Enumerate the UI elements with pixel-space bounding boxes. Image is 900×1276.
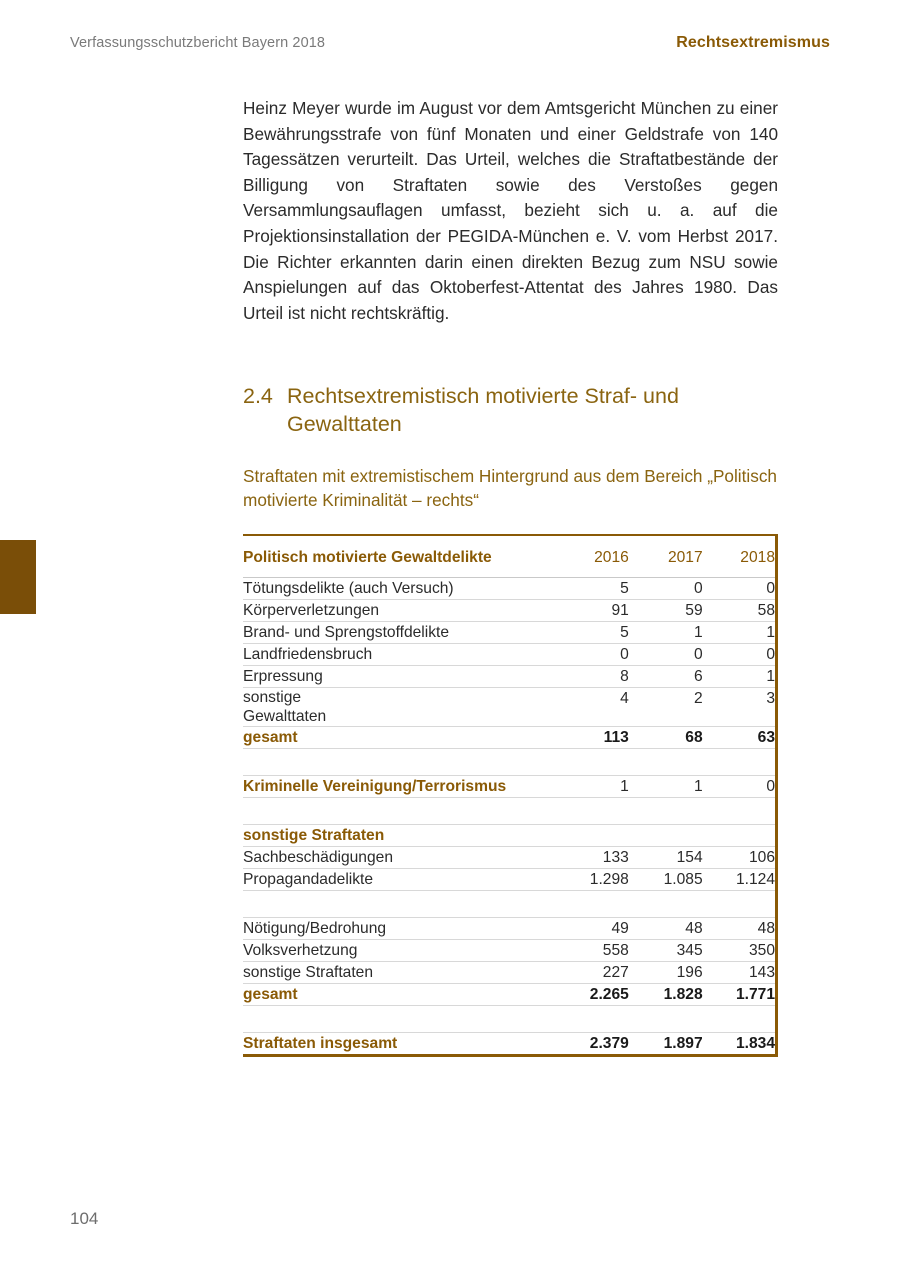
cell-value: 48 (629, 918, 703, 940)
header-section-title: Rechtsextremismus (676, 34, 830, 51)
cell-value: 113 (555, 727, 629, 749)
row-label: Landfriedensbruch (243, 644, 555, 666)
row-label: Straftaten insgesamt (243, 1033, 555, 1056)
table-total-row (243, 1033, 777, 1056)
row-label: Brand- und Sprengstoffdelikte (243, 622, 555, 644)
cell-value: 154 (629, 847, 703, 869)
cell-value: 106 (703, 847, 777, 869)
row-label: sonstige Straftaten (243, 962, 555, 984)
row-label: Volksverhetzung (243, 940, 555, 962)
cell-value: 1 (629, 622, 703, 644)
header-report-title: Verfassungsschutzbericht Bayern 2018 (70, 35, 326, 51)
table-header-row (243, 535, 777, 578)
cell-value: 58 (703, 600, 777, 622)
table-spacer-cell (243, 891, 777, 918)
row-label: Körperverletzungen (243, 600, 555, 622)
cell-value: 49 (555, 918, 629, 940)
section-subtitle: Straftaten mit extremistischem Hintergrund aus dem Bereich „Politisch motivierte Kriminalität – rechts“ (243, 466, 777, 511)
row-label: Kriminelle Vereinigung/Terrorismus (243, 776, 555, 798)
cell-value: 1.834 (703, 1033, 777, 1056)
cell-value: 63 (703, 727, 777, 749)
table-subheader-row (243, 825, 777, 847)
column-header-year: 2017 (629, 535, 703, 578)
cell-value: 68 (629, 727, 703, 749)
row-label: gesamt (243, 984, 555, 1006)
margin-thumb-tab (0, 540, 36, 614)
cell-value (629, 825, 703, 847)
cell-value: 1.897 (629, 1033, 703, 1056)
cell-value: 1 (629, 776, 703, 798)
cell-value: 2.379 (555, 1033, 629, 1056)
table-spacer-cell (243, 798, 777, 825)
table-row (243, 578, 777, 600)
cell-value: 558 (555, 940, 629, 962)
column-header-year: 2016 (555, 535, 629, 578)
cell-value: 1.124 (703, 869, 777, 891)
page-number: 104 (70, 1209, 99, 1228)
cell-value: 1 (703, 622, 777, 644)
cell-value: 1.771 (703, 984, 777, 1006)
cell-value: 3 (703, 688, 777, 727)
cell-value: 0 (703, 644, 777, 666)
cell-value: 48 (703, 918, 777, 940)
section-heading (243, 382, 778, 438)
cell-value: 143 (703, 962, 777, 984)
cell-value: 59 (629, 600, 703, 622)
table-spacer-cell (243, 749, 777, 776)
table-row (243, 622, 777, 644)
table-row (243, 962, 777, 984)
column-header-year: 2018 (703, 535, 777, 578)
crime-statistics-table (243, 534, 778, 1057)
table-total-row (243, 727, 777, 749)
cell-value: 1.085 (629, 869, 703, 891)
row-label: sonstige Gewalttaten (243, 688, 555, 727)
row-label: Nötigung/Bedrohung (243, 918, 555, 940)
table-total-row (243, 984, 777, 1006)
table-row (243, 600, 777, 622)
table-row (243, 644, 777, 666)
table-spacer-cell (243, 1006, 777, 1033)
cell-value: 345 (629, 940, 703, 962)
row-label: Sachbeschädigungen (243, 847, 555, 869)
cell-value: 0 (703, 776, 777, 798)
row-label: Propagandadelikte (243, 869, 555, 891)
cell-value: 0 (629, 578, 703, 600)
cell-value: 1 (703, 666, 777, 688)
table-spacer-row (243, 1006, 777, 1033)
cell-value (555, 825, 629, 847)
table-row (243, 688, 777, 727)
cell-value: 5 (555, 622, 629, 644)
row-label: Erpressung (243, 666, 555, 688)
cell-value: 133 (555, 847, 629, 869)
body-paragraph: Heinz Meyer wurde im August vor dem Amtsgericht München zu einer Bewährungsstrafe von fünf Monaten und einer Geldstrafe von 140 Tagessätzen verurteilt. Das Urteil, welches die Straftatbestände der Billigung von Straftaten sowie des Verstoßes gegen Versammlungsauflagen umfasst, bezieht sich u. a. auf die Projektionsinstallation der PEGIDA-München e. V. vom Herbst 2017. Die Richter erkannten darin einen direkten Bezug zum NSU sowie Anspielungen auf das Oktoberfest-Attentat des Jahres 1980. Das Urteil ist nicht rechtskräftig. (243, 98, 778, 323)
cell-value: 6 (629, 666, 703, 688)
cell-value: 91 (555, 600, 629, 622)
page-header (70, 34, 830, 58)
cell-value: 8 (555, 666, 629, 688)
cell-value: 350 (703, 940, 777, 962)
cell-value: 227 (555, 962, 629, 984)
table-spacer-row (243, 749, 777, 776)
table-spacer-row (243, 798, 777, 825)
table-subheader-row (243, 776, 777, 798)
row-label: gesamt (243, 727, 555, 749)
table-row (243, 918, 777, 940)
section-title: Rechtsextremistisch motivierte Straf- und Gewalttaten (287, 384, 679, 437)
table-row (243, 666, 777, 688)
table-body (243, 535, 777, 1056)
content-column (243, 96, 778, 1057)
cell-value: 4 (555, 688, 629, 727)
cell-value: 1.298 (555, 869, 629, 891)
section-number: 2.4 (243, 384, 273, 409)
cell-value: 2.265 (555, 984, 629, 1006)
cell-value: 0 (629, 644, 703, 666)
cell-value: 5 (555, 578, 629, 600)
cell-value: 0 (703, 578, 777, 600)
cell-value: 196 (629, 962, 703, 984)
row-label: Tötungsdelikte (auch Versuch) (243, 578, 555, 600)
cell-value: 1 (555, 776, 629, 798)
table-row (243, 847, 777, 869)
cell-value (703, 825, 777, 847)
table-spacer-row (243, 891, 777, 918)
cell-value: 0 (555, 644, 629, 666)
cell-value: 2 (629, 688, 703, 727)
cell-value: 1.828 (629, 984, 703, 1006)
table-row (243, 869, 777, 891)
table-row (243, 940, 777, 962)
row-label: sonstige Straftaten (243, 825, 555, 847)
column-header-label: Politisch motivierte Gewaltdelikte (243, 535, 555, 578)
